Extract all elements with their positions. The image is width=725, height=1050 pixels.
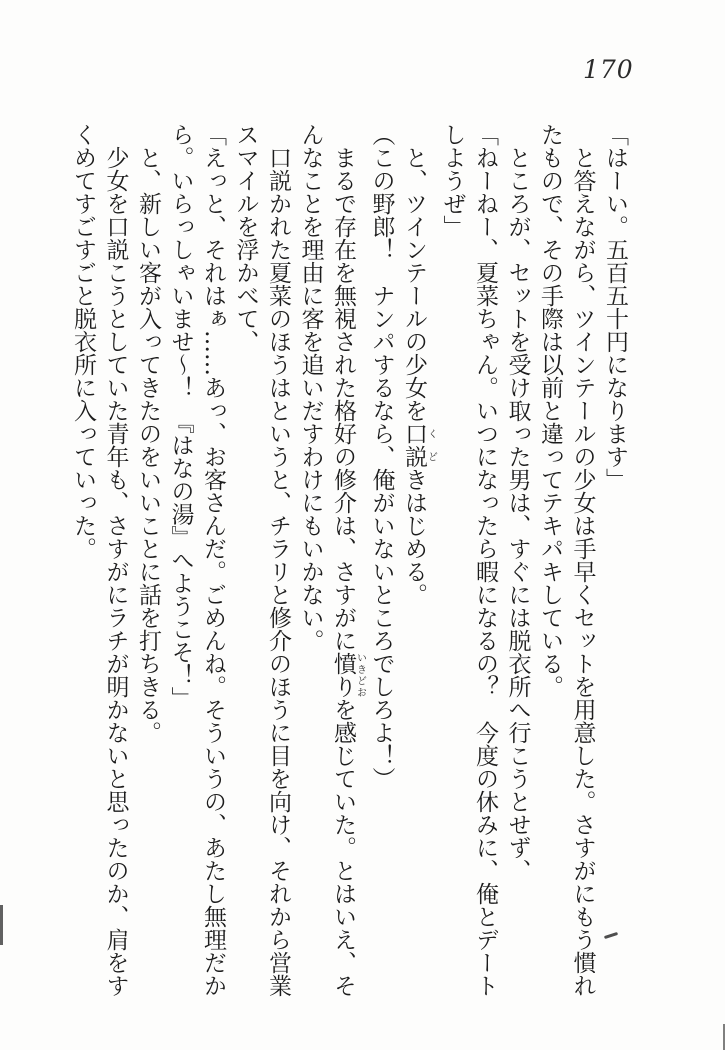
paragraph: と、新しい客が入ってきたのをいいことに話を打ちきる。	[135, 146, 161, 744]
text-columns	[67, 123, 632, 998]
paragraph: 口説かれた夏菜のほうはというと、チラリと修介のほうに目を向け、それから営業スマイルを浮かべて、	[232, 123, 291, 997]
paragraph: （この野郎！ ナンパするなら、俺がいないところでしろよ！）	[368, 123, 395, 790]
furigana-ruby: 口説くど	[401, 422, 437, 468]
page-number: 170	[583, 55, 634, 84]
paragraph: 「ねーねー、夏菜ちゃん。いつになったら暇になるの？ 今度の休みに、俺とデートしようぜ」	[439, 123, 498, 997]
paragraph: まるで存在を無視された格好の修介は、さすがに憤りいきどおを感じていた。とはいえ、そんなことを理由に客を追いだすわけにもいかない。	[297, 123, 366, 997]
paragraph: 「えっと、それはぁ……あっ、お客さんだ。ごめんね。そういうの、あたし無理だから。いらっしゃいませ～！ 『はなの湯』へようこそ！」	[167, 123, 226, 997]
paragraph: 少女を口説こうとしていた青年も、さすがにラチが明かないと思ったのか、肩をすくめてすごすごと脱衣所に入っていった。	[70, 123, 129, 997]
paragraph: と答えながら、ツインテールの少女は手早くセットを用意した。さすがにもう慣れたもので、その手際は以前と違ってテキパキしている。	[537, 123, 596, 997]
paragraph: ところが、セットを受け取った男は、すぐには脱衣所へ行こうとせず、	[504, 146, 531, 882]
furigana-ruby: 憤りいきどお	[330, 652, 366, 698]
paragraph: 「はーい。五百五十円になります」	[602, 123, 628, 491]
scan-artifact-left-edge	[0, 905, 3, 945]
paragraph: と、ツインテールの少女を口説くどきはじめる。	[401, 146, 437, 606]
